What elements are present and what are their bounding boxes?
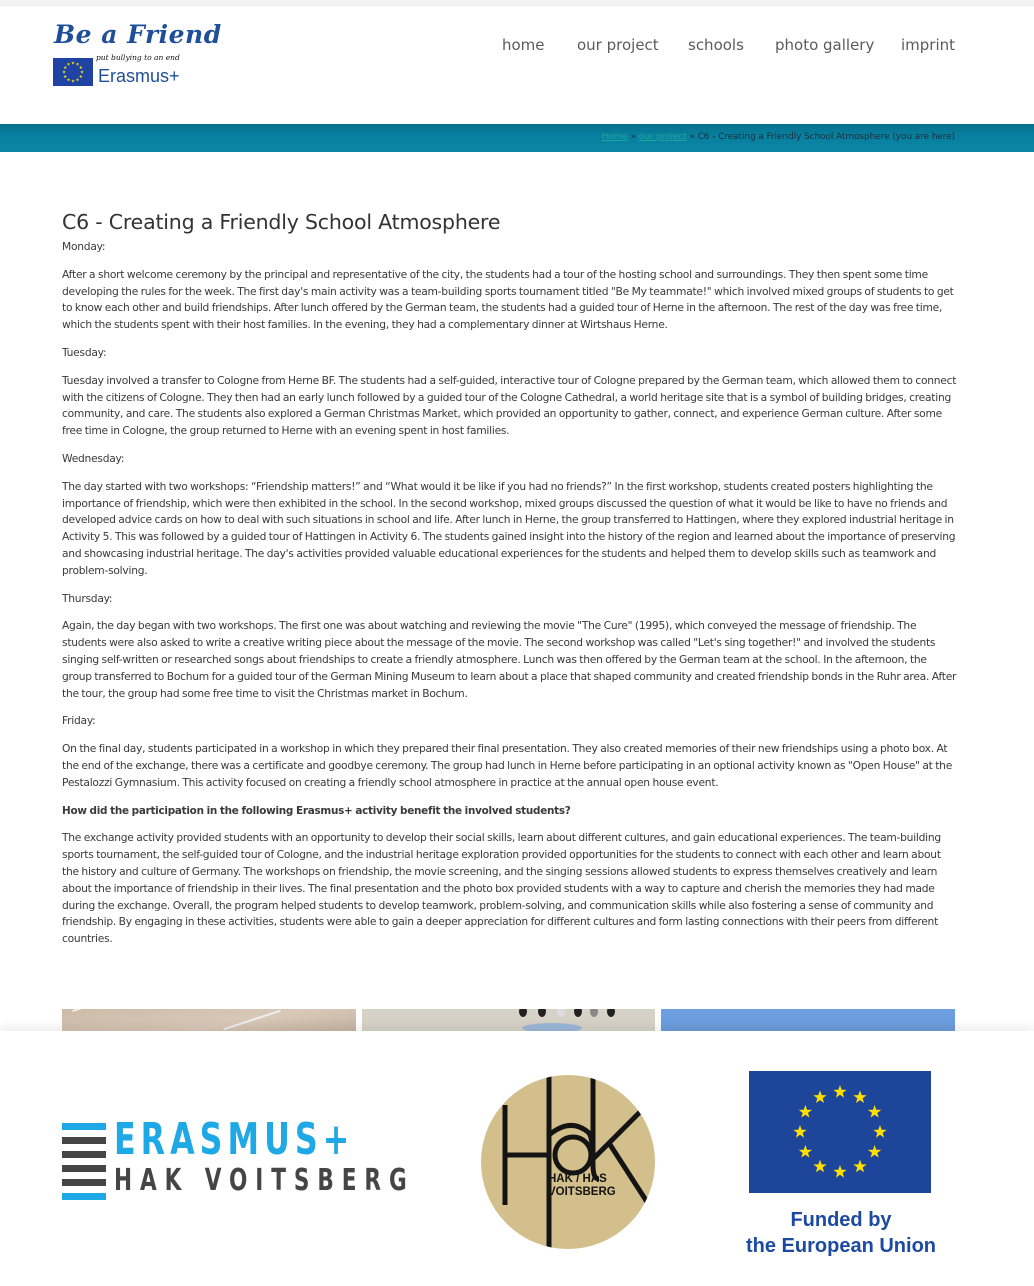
breadcrumb xyxy=(602,132,955,142)
eu-star-icon xyxy=(833,1165,846,1178)
page-title: C6 - Creating a Friendly School Atmosphere xyxy=(62,210,501,234)
nav-imprint[interactable]: imprint xyxy=(901,36,956,54)
funded-by-eu-text xyxy=(719,1207,963,1259)
eu-star-icon xyxy=(813,1090,826,1103)
eu-star-icon xyxy=(873,1125,886,1138)
eu-star-icon xyxy=(67,78,70,81)
day-heading-wednesday: Wednesday: xyxy=(62,451,125,465)
photo-gallery-strip xyxy=(62,1009,955,1031)
display-item xyxy=(590,1009,598,1017)
breadcrumb-our-project[interactable]: our project xyxy=(638,132,687,142)
benefit-answer: The exchange activity provided students with an opportunity to develop their social skills, learn about different cultures, and gain educational experiences. The team-building sports tournament, the self-guided tour of Cologne, and the industrial heritage exploration provided opportunities for the students to connect with each other and learn about the history and culture of Germany. The workshops on friendship, the movie screening, and the singing sessions allowed students to express themselves creatively and learn about the importance of friendship in their lives. The final presentation and the photo box provided students with a way to capture and cherish the memories they had made during the exchange. Overall, the program helped students to develop teamwork, problem-solving, and communication skills while also fostering a sense of community and friendship. By engaging in these activities, students were able to gain a deeper appreciation for different cultures and form lasting connections with their peers from different countries. xyxy=(62,831,941,946)
eu-star-icon xyxy=(63,75,66,78)
breadcrumb-separator: » xyxy=(630,132,636,142)
logo-bar xyxy=(62,1123,106,1130)
logo-bar xyxy=(62,1179,106,1186)
eu-star-icon xyxy=(71,61,74,64)
logo-bar xyxy=(62,1151,106,1158)
eu-star-icon xyxy=(833,1085,846,1098)
footer xyxy=(0,1031,1034,1286)
display-item xyxy=(607,1009,615,1017)
breadcrumb-band xyxy=(0,124,1034,152)
hak-logo-line1: HAK / HAS xyxy=(548,1173,607,1185)
nav-photo-gallery[interactable]: photo gallery xyxy=(775,36,875,54)
funded-by-line1: Funded by xyxy=(790,1209,892,1231)
gallery-thumb-3[interactable] xyxy=(661,1009,955,1031)
logo-tagline: put bullying to an end xyxy=(96,53,180,62)
logo-bar xyxy=(62,1165,106,1172)
eu-star-icon xyxy=(813,1160,826,1173)
day-heading-friday: Friday: xyxy=(62,714,96,728)
day-text-monday: After a short welcome ceremony by the principal and representative of the city, the students had a tour of the hosting school and surroundings. They then spent some time developing the rules for the week. The first day's main activity was a team-building sports tournament titled "Be My teammate!" which involved mixed groups of students to get to know each other and build friendships. After lunch offered by the German team, the students had a guided tour of Herne in the afternoon. The rest of the day was free time, which the students spent with their host families. In the evening, they had a complementary dinner at Wirtshaus Herne. xyxy=(62,267,954,332)
nav-home[interactable]: home xyxy=(502,36,545,54)
day-heading-thursday: Thursday: xyxy=(62,591,113,605)
eu-flag-icon xyxy=(53,58,93,86)
ceiling-light xyxy=(72,1009,92,1012)
display-item xyxy=(557,1009,565,1017)
hak-voitsberg-round-logo xyxy=(481,1075,655,1249)
erasmus-hak-voitsberg-logo xyxy=(62,1114,415,1205)
day-text-thursday: Again, the day began with two workshops. The first one was about watching and reviewing the movie "The Cure" (1995), which conveyed the message of friendship. The students were also asked to write a creative writing piece about the message of the movie. The second workshop was called "Let's sing together!" and involved the students singing self-written or researched songs about friendships to create a friendly atmosphere. Lunch was then offered by the German team at the school. In the afternoon, the group transferred to Bochum for a guided tour of the German Mining Museum to learn about a place that shaped community and created friendship bonds in the Ruhr area. After the tour, the group had some free time to visit the Christmas market in Bochum. xyxy=(62,619,957,700)
gallery-thumb-1[interactable] xyxy=(62,1009,356,1031)
eu-star-icon xyxy=(76,62,79,65)
day-text-friday: On the final day, students participated in a workshop in which they prepared their final presentation. They also created memories of their new friendships using a photo box. At the end of the exchange, there was a certificate and goodbye ceremony. The group had lunch in Herne before participating in an optional activity known as "Open House" at the Pestalozzi Gymnasium. This activity focused on creating a friendly school atmosphere in practice at the annual open house event. xyxy=(62,742,953,789)
eu-star-icon xyxy=(79,75,82,78)
eu-star-icon xyxy=(853,1090,866,1103)
breadcrumb-current: C6 - Creating a Friendly School Atmosphere (you are here) xyxy=(697,132,955,142)
gallery-thumb-2[interactable] xyxy=(362,1009,655,1031)
logo-program: Erasmus+ xyxy=(98,66,180,86)
erasmus-plus-wordmark: ERASMUS+ xyxy=(114,1114,355,1165)
eu-star-icon xyxy=(853,1160,866,1173)
eu-flag-icon xyxy=(749,1071,931,1193)
eu-star-icon xyxy=(799,1105,812,1118)
article xyxy=(62,208,957,948)
hak-voitsberg-wordmark: HAK VOITSBERG xyxy=(114,1163,415,1198)
eu-star-icon xyxy=(63,66,66,69)
eu-star-icon xyxy=(71,79,74,82)
day-text-wednesday: The day started with two workshops: “Friendship matters!” and “What would it be like if you had no friends?” In the first workshop, students created posters highlighting the importance of friendship, which were then exhibited in the school. In the second workshop, mixed groups discussed the question of what it would be like to have no friends and developed advice cards on how to deal with such situations in school and life. After lunch in Herne, the group transferred to Hattingen, where they explored industrial heritage in Activity 5. This was followed by a guided tour of Hattingen in Activity 6. The students gained insight into the history of the region and learned about the importance of preserving and showcasing industrial heritage. The day's activities provided valuable educational experiences for the students and helped them to develop skills such as teamwork and problem-solving. xyxy=(62,479,956,577)
display-item xyxy=(574,1009,582,1017)
breadcrumb-separator: » xyxy=(689,132,695,142)
logo-title: Be a Friend xyxy=(54,20,222,49)
nav-schools[interactable]: schools xyxy=(688,36,744,54)
eu-star-icon xyxy=(79,66,82,69)
hak-logo-text xyxy=(548,1173,616,1199)
ceiling-light xyxy=(223,1010,281,1030)
logo-bar xyxy=(62,1137,106,1144)
eu-star-icon xyxy=(67,62,70,65)
day-heading-monday: Monday: xyxy=(62,240,106,253)
blue-decoration xyxy=(522,1023,582,1031)
logo-bar xyxy=(62,1193,106,1200)
hak-logo-line2: VOITSBERG xyxy=(548,1186,616,1198)
display-item xyxy=(538,1009,546,1017)
eu-star-icon xyxy=(868,1105,881,1118)
breadcrumb-home[interactable]: Home xyxy=(601,132,628,142)
eu-star-icon xyxy=(793,1125,806,1138)
day-text-tuesday: Tuesday involved a transfer to Cologne from Herne BF. The students had a self-guided, interactive tour of Cologne prepared by the German team, which allowed them to connect with the citizens of Cologne. They then had an early lunch followed by a guided tour of the Cologne Cathedral, a world heritage site that is a symbol of building bridges, creating community, and care. The students also explored a German Christmas Market, which provided an opportunity to gather, connect, and experience German culture. After some free time in Cologne, the group returned to Herne with an evening spent in host families. xyxy=(62,373,957,438)
site-header xyxy=(0,6,1034,124)
day-heading-tuesday: Tuesday: xyxy=(62,345,107,359)
benefit-question: How did the participation in the following Erasmus+ activity benefit the involved students? xyxy=(62,804,571,817)
eu-star-icon xyxy=(76,78,79,81)
funded-by-line2: the European Union xyxy=(746,1235,936,1257)
hak-monogram-icon xyxy=(481,1075,655,1249)
eu-star-icon xyxy=(799,1145,812,1158)
site-logo[interactable] xyxy=(52,20,222,96)
nav-our-project[interactable]: our project xyxy=(577,36,659,54)
display-item xyxy=(519,1009,527,1017)
eu-star-icon xyxy=(80,70,83,73)
eu-star-icon xyxy=(868,1145,881,1158)
eu-star-icon xyxy=(62,70,65,73)
